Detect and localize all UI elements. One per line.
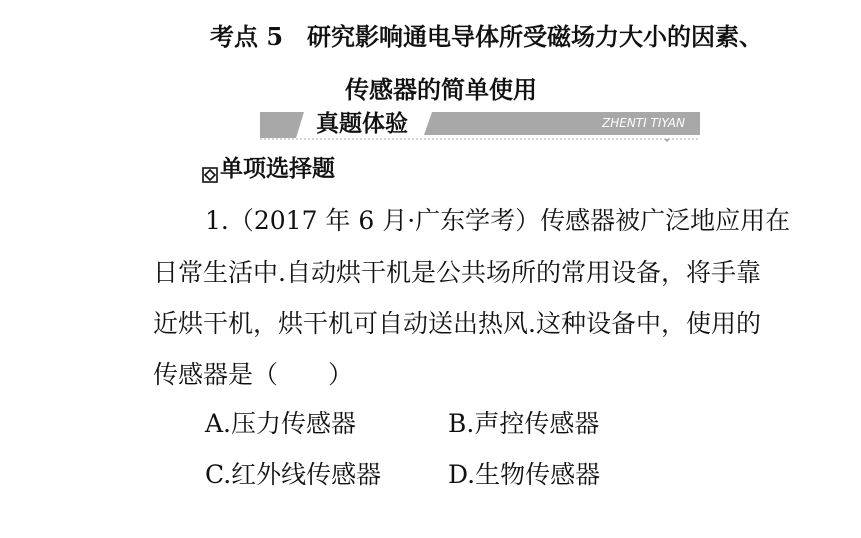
- topic-title-line-1: 考点 5 研究影响通电导体所受磁场力大小的因素、: [210, 22, 764, 51]
- topic-title-line-2: 传感器的简单使用: [345, 75, 537, 104]
- question-line-4: 传感器是（ ）: [153, 360, 354, 389]
- option-d: D.生物传感器: [448, 460, 601, 489]
- option-a: A.压力传感器: [205, 409, 357, 438]
- diamond-icon: [202, 160, 218, 176]
- banner-title: 真题体验: [316, 110, 408, 137]
- section-heading: [202, 153, 335, 185]
- question-line-1: 1.（2017 年 6 月·广东学考）传感器被广泛地应用在: [205, 206, 791, 235]
- question-line-2: 日常生活中.自动烘干机是公共场所的常用设备，将手靠: [153, 258, 761, 287]
- banner-subtitle: ZHENTI TIYAN: [602, 116, 685, 130]
- section-label: 单项选择题: [220, 155, 335, 182]
- option-b: B.声控传感器: [448, 409, 600, 438]
- option-c: C.红外线传感器: [205, 460, 382, 489]
- question-line-3: 近烘干机，烘干机可自动送出热风.这种设备中，使用的: [153, 309, 761, 338]
- section-banner: [260, 108, 702, 142]
